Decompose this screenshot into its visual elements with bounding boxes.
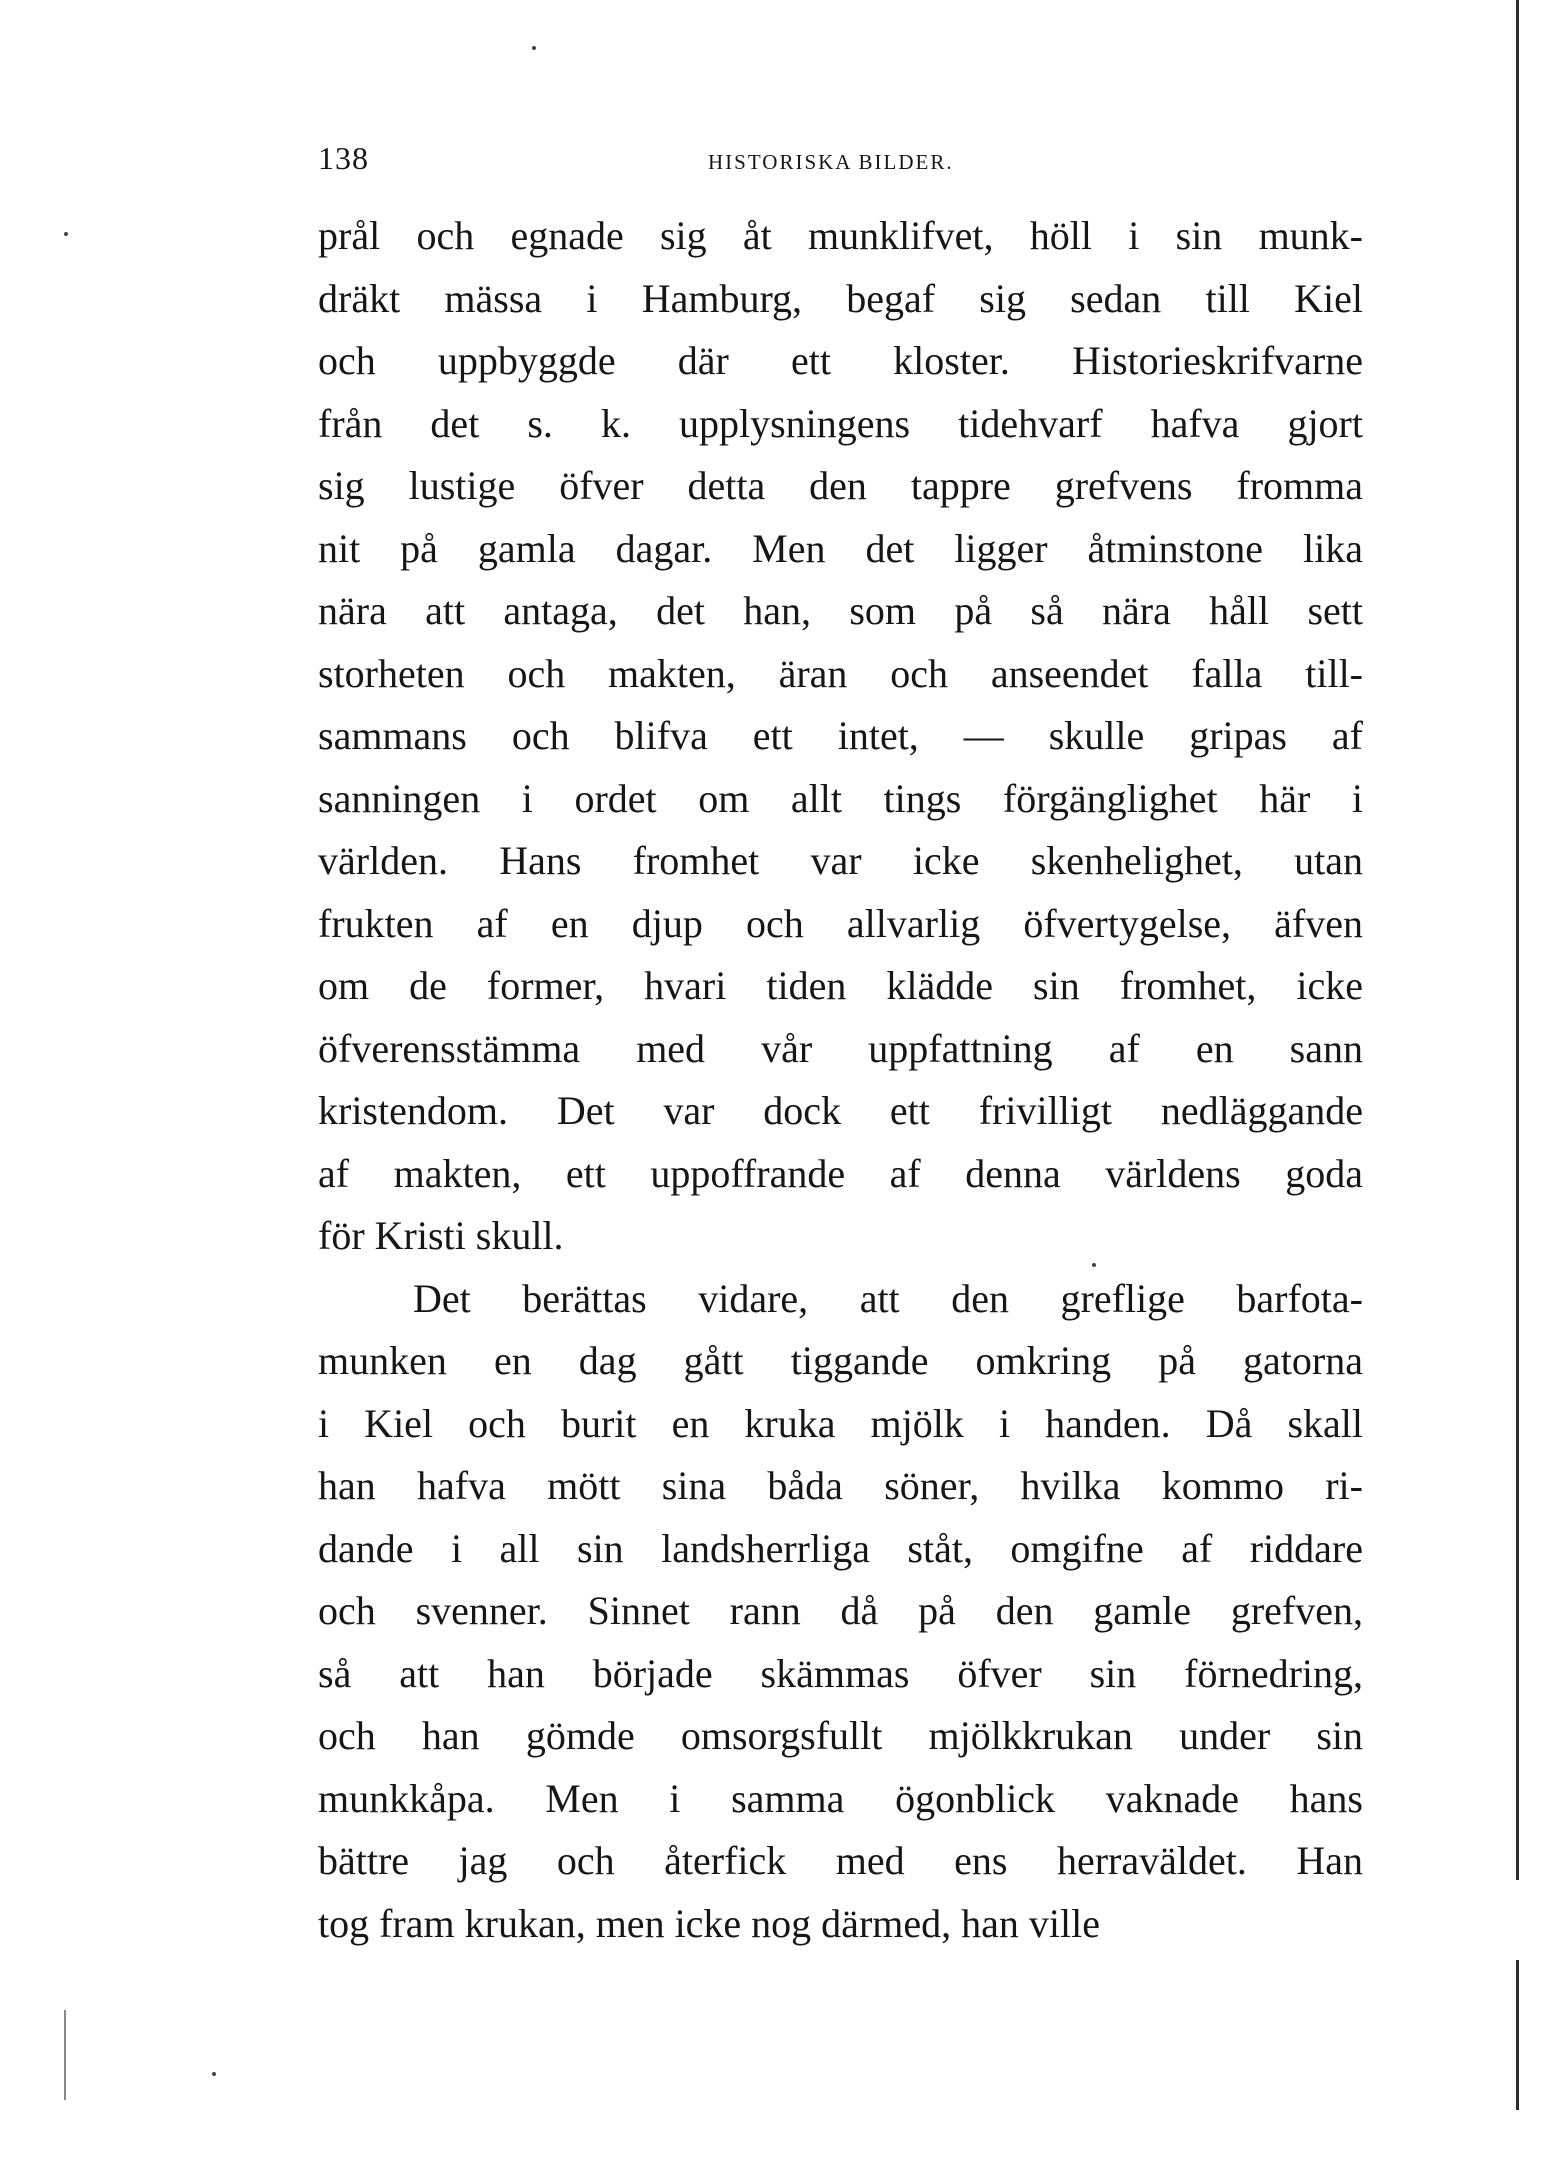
text-line: nit på gamla dagar. Men det ligger åtminstone lika — [318, 525, 1363, 571]
scan-speck — [64, 232, 68, 236]
paragraph — [318, 205, 1363, 1268]
text-line: sig lustige öfver detta den tappre grefvens fromma — [318, 463, 1363, 508]
text-line: munken en dag gått tiggande omkring på gatorna — [318, 1338, 1363, 1383]
text-line: munkkåpa. Men i samma ögonblick vaknade hans — [318, 1775, 1363, 1821]
text-line: sammans och blifva ett intet, — skulle gripas af — [318, 713, 1363, 758]
text-line: och uppbyggde där ett kloster. Historieskrifvarne — [318, 338, 1363, 383]
text-line: världen. Hans fromhet var icke skenhelighet, utan — [318, 838, 1363, 883]
text-line: och svenner. Sinnet rann då på den gamle grefven, — [318, 1588, 1363, 1633]
text-line: från det s. k. upplysningens tidehvarf hafva gjort — [318, 400, 1363, 446]
text-line: kristendom. Det var dock ett frivilligt nedläggande — [318, 1088, 1363, 1133]
running-title: HISTORISKA BILDER. — [708, 150, 954, 174]
paragraph — [318, 1268, 1363, 1956]
text-line: af makten, ett uppoffrande af denna världens goda — [318, 1150, 1363, 1196]
text-line: och han gömde omsorgsfullt mjölkkrukan under sin — [318, 1713, 1363, 1758]
text-line: i Kiel och burit en kruka mjölk i handen. Då skall — [318, 1400, 1363, 1446]
text-line: bättre jag och återfick med ens herraväldet. Han — [318, 1838, 1363, 1883]
text-line: så att han började skämmas öfver sin förnedring, — [318, 1650, 1363, 1696]
page-edge-line — [1516, 0, 1519, 1880]
text-line: prål och egnade sig åt munklifvet, höll i sin munk- — [318, 213, 1363, 258]
text-line: om de former, hvari tiden klädde sin fromhet, icke — [318, 963, 1363, 1008]
text-line: tog fram krukan, men icke nog därmed, han ville — [318, 1900, 1100, 1946]
text-line: frukten af en djup och allvarlig öfvertygelse, äfven — [318, 900, 1363, 946]
text-line: för Kristi skull. — [318, 1213, 564, 1258]
scan-speck — [212, 2072, 216, 2076]
page-header — [318, 140, 1363, 180]
text-line: nära att antaga, det han, som på så nära håll sett — [318, 588, 1363, 633]
body-text — [318, 205, 1363, 1955]
scan-mark — [64, 2010, 66, 2100]
text-line: Det berättas vidare, att den greflige barfota- — [413, 1275, 1363, 1321]
text-line: dande i all sin landsherrliga ståt, omgifne af riddare — [318, 1525, 1363, 1571]
text-line: han hafva mött sina båda söner, hvilka kommo ri- — [318, 1463, 1363, 1508]
text-line: dräkt mässa i Hamburg, begaf sig sedan till Kiel — [318, 275, 1363, 321]
scan-speck — [532, 46, 536, 50]
text-line: storheten och makten, äran och anseendet falla till- — [318, 650, 1363, 696]
page-number: 138 — [318, 140, 369, 176]
page-edge-line-lower — [1516, 1960, 1519, 2110]
text-line: sanningen i ordet om allt tings förgänglighet här i — [318, 775, 1363, 821]
text-line: öfverensstämma med vår uppfattning af en sann — [318, 1025, 1363, 1071]
